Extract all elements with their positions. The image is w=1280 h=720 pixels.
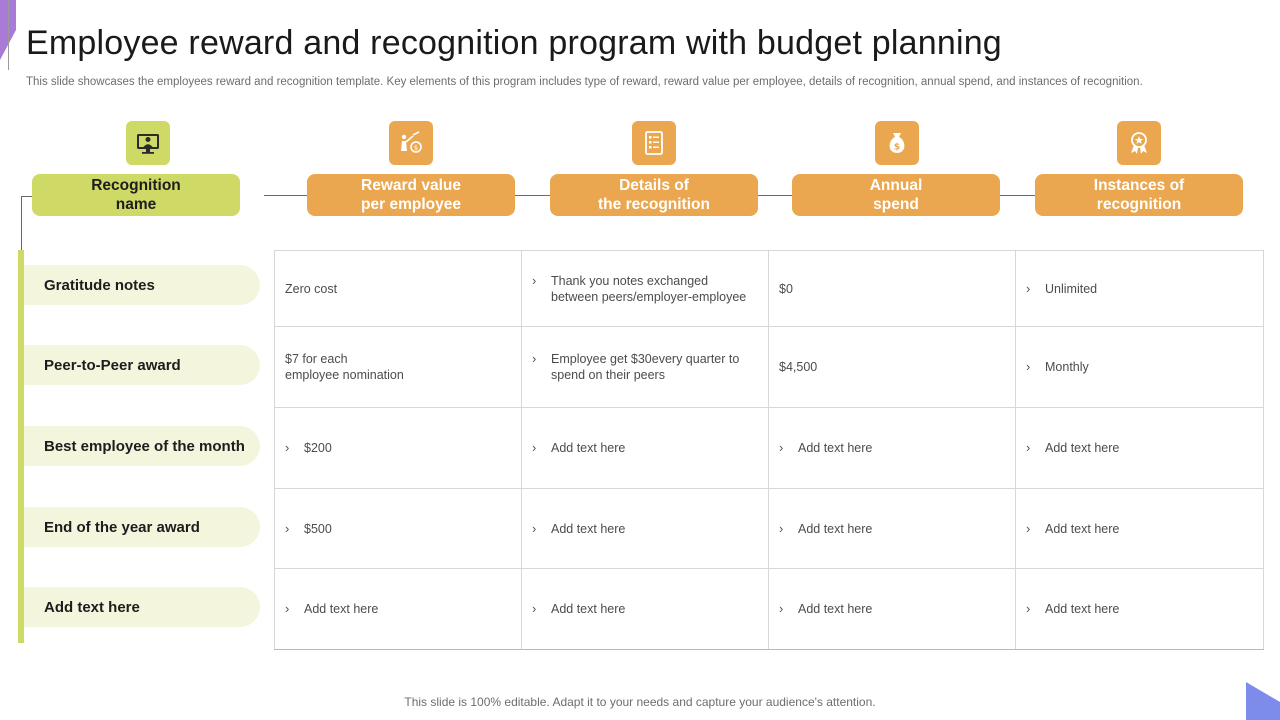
table-cell (1016, 489, 1264, 569)
chevron-right-icon: › (1026, 359, 1031, 374)
table-row (275, 489, 1264, 569)
cell-text: $500 (304, 521, 332, 536)
cell-text: Add text here (551, 521, 626, 536)
page-title: Employee reward and recognition program with budget planning (26, 24, 1002, 62)
chevron-right-icon: › (532, 351, 537, 366)
table-cell (769, 408, 1016, 489)
chevron-right-icon: › (779, 440, 784, 455)
chevron-right-icon: › (1026, 280, 1031, 296)
cell-text: $0 (779, 281, 793, 296)
chevron-right-icon: › (532, 440, 537, 455)
cell-text: Add text here (551, 441, 626, 455)
table-cell (769, 489, 1016, 569)
header-annual-spend: Annual spend (792, 174, 1000, 216)
page-subtitle: This slide showcases the employees reward and recognition template. Key elements of this program includes type of reward, reward value per employee, details of recognition, annual spend, and instances of recognition. (26, 76, 1143, 88)
table-row (275, 327, 1264, 408)
chevron-right-icon: › (285, 601, 290, 616)
row-label-end-of-year: End of the year award (24, 507, 260, 547)
checklist-icon (632, 121, 676, 165)
chevron-right-icon: › (779, 520, 784, 536)
header-instances: Instances of recognition (1035, 174, 1243, 216)
row-label-best-employee: Best employee of the month (24, 426, 260, 466)
table-row (275, 408, 1264, 489)
cell-text: Add text here (798, 441, 873, 455)
svg-text:$: $ (893, 142, 901, 153)
recognition-table (274, 250, 1264, 650)
table-cell (769, 251, 1016, 327)
cell-text: Monthly (1045, 360, 1089, 374)
cell-text: $4,500 (779, 360, 818, 374)
footer-note: This slide is 100% editable. Adapt it to your needs and capture your audience's attention. (404, 695, 876, 709)
cell-text: Add text here (1045, 602, 1120, 616)
cell-text: $7 for each employee nomination (285, 352, 404, 382)
cell-text: Add text here (1045, 521, 1120, 536)
cell-text: Add text here (798, 521, 873, 536)
cell-text: Thank you notes exchanged between peers/employer-employee (551, 273, 747, 304)
reward-growth-icon (389, 121, 433, 165)
table-cell (769, 327, 1016, 408)
chevron-right-icon: › (285, 440, 290, 455)
table-row (275, 569, 1264, 650)
cell-text: Add text here (798, 602, 873, 616)
cell-text: $200 (304, 441, 332, 455)
table-cell (275, 408, 522, 489)
cell-text: Add text here (304, 602, 379, 616)
table-cell (1016, 251, 1264, 327)
table-cell (1016, 408, 1264, 489)
table-cell (522, 489, 769, 569)
chevron-right-icon: › (779, 601, 784, 616)
chevron-right-icon: › (532, 601, 537, 616)
table-row (275, 251, 1264, 327)
table-cell (522, 408, 769, 489)
table-cell (275, 569, 522, 650)
table-cell (275, 489, 522, 569)
svg-text:$: $ (413, 144, 419, 152)
row-label-gratitude-notes: Gratitude notes (24, 265, 260, 305)
table-cell (275, 327, 522, 408)
header-reward-value: Reward value per employee (307, 174, 515, 216)
chevron-right-icon: › (1026, 440, 1031, 455)
cell-text: Zero cost (285, 281, 338, 296)
chevron-right-icon: › (285, 520, 290, 536)
chevron-right-icon: › (532, 520, 537, 536)
table-cell (522, 251, 769, 327)
award-badge-icon (1117, 121, 1161, 165)
corner-accent-shape (0, 0, 20, 60)
row-label-placeholder: Add text here (24, 587, 260, 627)
table-cell (1016, 327, 1264, 408)
cell-text: Add text here (1045, 441, 1120, 455)
cell-text: Unlimited (1045, 281, 1098, 296)
row-connector-horizontal (21, 196, 32, 197)
chevron-right-icon: › (1026, 601, 1031, 616)
table-cell (1016, 569, 1264, 650)
header-recognition-name: Recognition name (32, 174, 240, 216)
left-rule-line (8, 0, 9, 70)
table-cell (522, 569, 769, 650)
table-cell (522, 327, 769, 408)
table-cell (769, 569, 1016, 650)
header-recognition-details: Details of the recognition (550, 174, 758, 216)
money-bag-icon (875, 121, 919, 165)
monitor-person-icon (126, 121, 170, 165)
table-cell (275, 251, 522, 327)
row-connector-vertical (21, 196, 22, 252)
cell-text: Employee get $30every quarter to spend on their peers (551, 352, 740, 382)
cell-text: Add text here (551, 602, 626, 616)
chevron-right-icon: › (1026, 520, 1031, 536)
chevron-right-icon: › (532, 272, 537, 288)
row-label-peer-to-peer: Peer-to-Peer award (24, 345, 260, 385)
